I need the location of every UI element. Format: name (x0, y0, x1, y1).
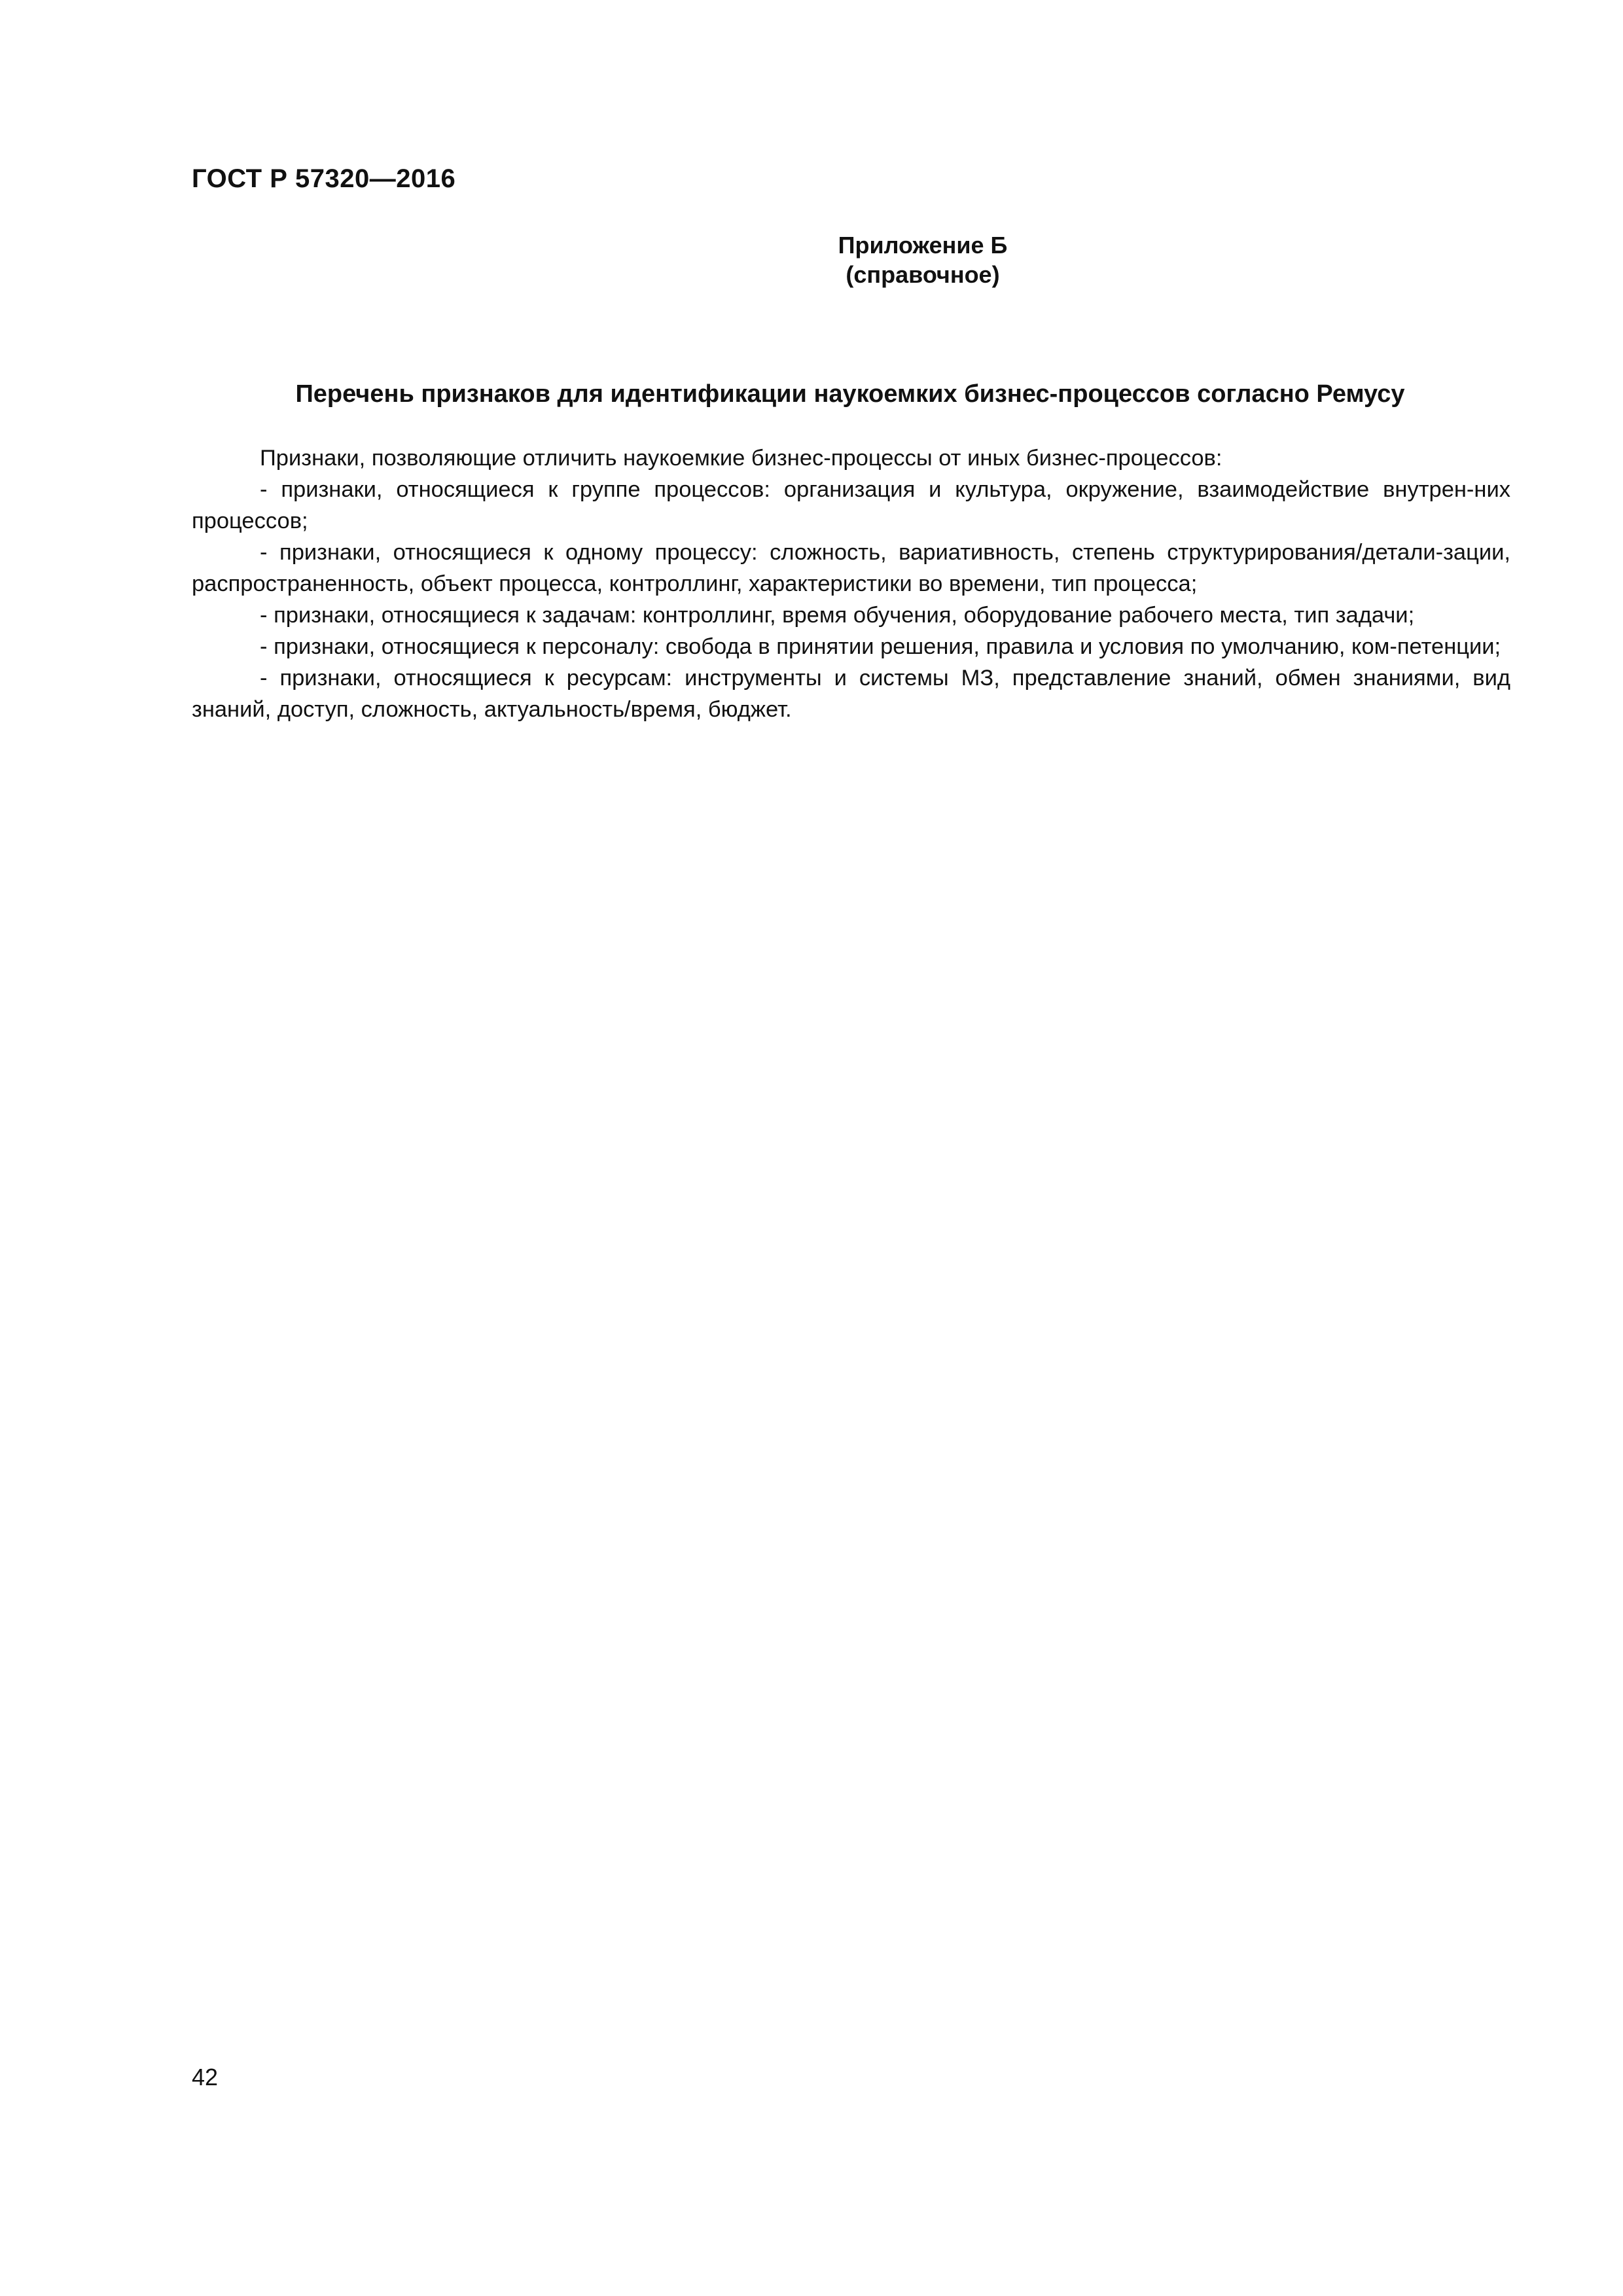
appendix-title: Приложение Б (838, 232, 1008, 259)
intro-paragraph: Признаки, позволяющие отличить наукоемкие бизнес-процессы от иных бизнес-процессов: (260, 446, 1222, 471)
list-item-resources: - признаки, относящиеся к ресурсам: инструменты и системы МЗ, представление знаний, обмен знаниями, вид знаний, доступ, сложность, актуальность/время, бюджет. (192, 666, 1510, 722)
list-item-tasks: - признаки, относящиеся к задачам: контроллинг, время обучения, оборудование рабочего места, тип задачи; (260, 603, 1415, 628)
appendix-type: (справочное) (846, 261, 1000, 288)
list-item-process-group: - признаки, относящиеся к группе процессов: организация и культура, окружение, взаимодействие внутрен-них процессов; (192, 477, 1510, 533)
document-code: ГОСТ Р 57320—2016 (192, 164, 456, 193)
appendix-heading (746, 230, 1099, 289)
body-text (192, 442, 1510, 725)
page-number: 42 (192, 2064, 219, 2090)
section-title: Перечень признаков для идентификации наукоемких бизнес-процессов согласно Ремусу (295, 380, 1405, 408)
list-item-personnel: - признаки, относящиеся к персоналу: свобода в принятии решения, правила и условия по умолчанию, ком-петенции; (260, 634, 1501, 659)
list-item-single-process: - признаки, относящиеся к одному процессу: сложность, вариативность, степень структурирования/детали-зации, распространенность, объект процесса, контроллинг, характеристики во времени, тип процесса; (192, 540, 1510, 596)
